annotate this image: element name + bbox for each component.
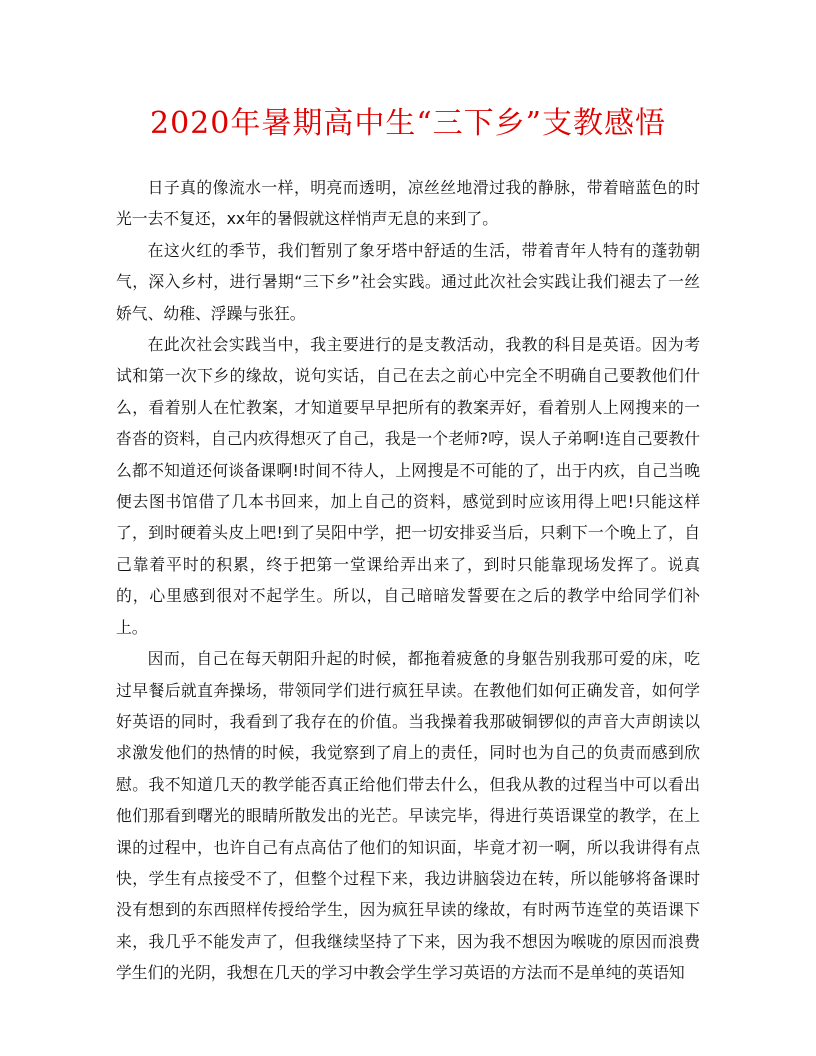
paragraph-3: 在此次社会实践当中，我主要进行的是支教活动，我教的科目是英语。因为考试和第一次下乡的缘故，说句实话，自己在去之前心中完全不明确自己要教他们什么，看着别人在忙教案，才知道要早早把所有的教案弄好，看着别人上网搜来的一沓沓的资料，自己内疚得想灭了自己，我是一个老师?哼，误人子弟啊!连自己要教什么都不知道还何谈备课啊!时间不待人，上网搜是不可能的了，出于内疚，自己当晚便去图书馆借了几本书回来，加上自己的资料，感觉到时应该用得上吧!只能这样了，到时硬着头皮上吧!到了吴阳中学，把一切安排妥当后，只剩下一个晚上了，自己靠着平时的积累，终于把第一堂课给弄出来了，到时只能靠现场发挥了。说真的，心里感到很对不起学生。所以，自己暗暗发誓要在之后的教学中给同学们补上。 xyxy=(116,335,700,637)
paragraph-4: 因而，自己在每天朝阳升起的时候，都拖着疲惫的身躯告别我那可爱的床，吃过早餐后就直奔操场，带领同学们进行疯狂早读。在教他们如何正确发音，如何学好英语的同时，我看到了我存在的价值。当我操着我那破铜锣似的声音大声朗读以求激发他们的热情的时候，我觉察到了肩上的责任，同时也为自己的负责而感到欣慰。我不知道几天的教学能否真正给他们带去什么，但我从教的过程当中可以看出他们那看到曙光的眼睛所散发出的光芒。早读完毕，得进行英语课堂的教学，在上课的过程中，也许自己有点高估了他们的知识面，毕竟才初一啊，所以我讲得有点快，学生有点接受不了，但整个过程下来，我边讲脑袋边在转，所以能够将备课时没有想到的东西照样传授给学生，因为疯狂早读的缘故，有时两节连堂的英语课下来，我几乎不能发声了，但我继续坚持了下来，因为我不想因为喉咙的原因而浪费学生们的光阴，我想在几天的学习中教会学生学习英语的方法而不是单纯的英语知 xyxy=(116,649,700,983)
paragraph-2: 在这火红的季节，我们暂别了象牙塔中舒适的生活，带着青年人特有的蓬勃朝气，深入乡村，进行暑期“三下乡”社会实践。通过此次社会实践让我们褪去了一丝娇气、幼稚、浮躁与张狂。 xyxy=(116,240,700,323)
document-body xyxy=(116,172,700,989)
document-title: 2020年暑期高中生“三下乡”支教感悟 xyxy=(149,106,667,141)
paragraph-1: 日子真的像流水一样，明亮而透明，凉丝丝地滑过我的静脉，带着暗蓝色的时光一去不复还，xx年的暑假就这样悄声无息的来到了。 xyxy=(116,178,700,229)
